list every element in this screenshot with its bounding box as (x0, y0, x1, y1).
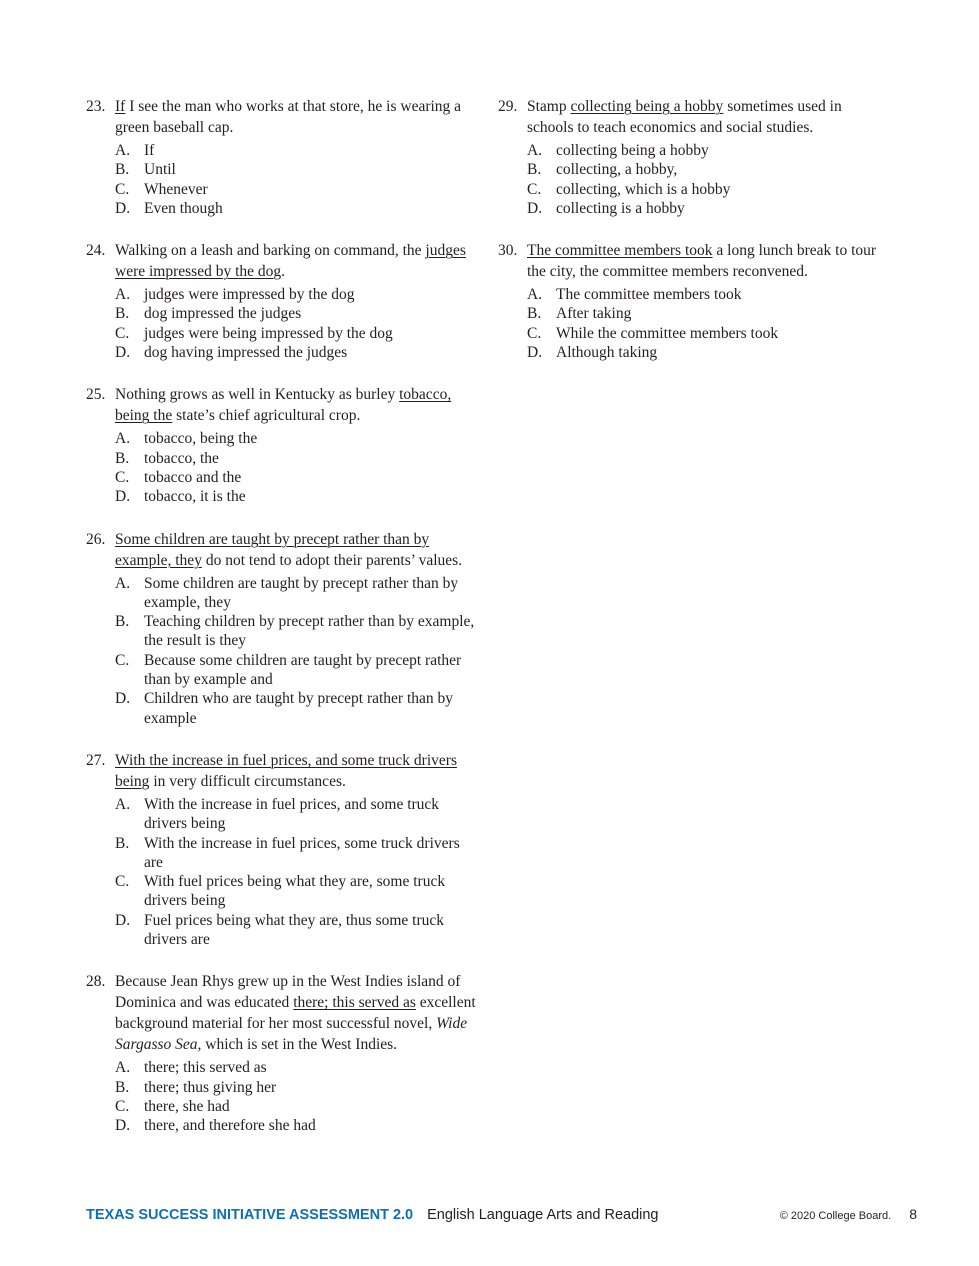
underlined-phrase: judges were impressed by the dog (115, 242, 466, 281)
stem-text (527, 240, 878, 282)
answer-option (115, 612, 482, 651)
stem-text (527, 96, 878, 138)
answer-option (115, 1058, 482, 1077)
option-text: Although taking (556, 344, 658, 362)
answer-option (115, 795, 482, 834)
answer-options (115, 795, 482, 949)
question-item (86, 384, 482, 506)
left-column (86, 96, 482, 1158)
answer-option (115, 160, 482, 179)
question-number: 30. (498, 242, 518, 260)
option-text: With the increase in fuel prices, and some truck drivers being (144, 795, 440, 833)
option-letter: D. (115, 690, 131, 708)
answer-option (527, 160, 878, 179)
option-text: dog having impressed the judges (144, 344, 348, 362)
answer-option (115, 834, 482, 873)
answer-option (115, 911, 482, 950)
option-text: Some children are taught by precept rather than by example, they (144, 574, 459, 611)
option-text: Teaching children by precept rather than by example, the result is they (144, 613, 475, 650)
question-stem (86, 529, 482, 571)
answer-option (527, 343, 878, 362)
question-item (498, 96, 878, 218)
option-text: After taking (556, 305, 632, 323)
stem-segment: excellent background material for her most successful novel, (115, 994, 476, 1033)
underlined-phrase: collecting being a hobby (570, 98, 724, 115)
footer-copyright: © 2020 College Board. (779, 1210, 892, 1222)
stem-segment: do not tend to adopt their parents’ values. (201, 551, 463, 569)
answer-option (527, 304, 878, 323)
option-letter: B. (115, 834, 130, 852)
answer-option (115, 574, 482, 613)
option-letter: A. (115, 142, 131, 159)
option-text: tobacco, being the (144, 430, 258, 448)
option-letter: D. (527, 199, 543, 217)
option-text: judges were being impressed by the dog (144, 324, 393, 342)
option-letter: C. (115, 1097, 130, 1115)
answer-option (115, 872, 482, 911)
option-letter: C. (115, 180, 130, 198)
option-letter: B. (115, 305, 130, 323)
answer-option (527, 199, 878, 218)
question-number: 29. (498, 98, 518, 115)
option-letter: B. (115, 449, 130, 467)
answer-options (527, 141, 878, 218)
answer-option (115, 468, 482, 487)
stem-segment: in very difficult circumstances. (149, 772, 346, 790)
right-column (498, 96, 878, 384)
option-text: The committee members took (556, 286, 742, 304)
question-item (86, 96, 482, 218)
option-letter: B. (527, 305, 542, 323)
stem-text (115, 529, 482, 571)
option-letter: A. (115, 1059, 131, 1077)
option-letter: C. (115, 873, 130, 891)
option-text: collecting being a hobby (556, 142, 709, 159)
page-footer (86, 1206, 917, 1226)
option-letter: A. (115, 430, 131, 448)
answer-options (115, 141, 482, 218)
option-text: While the committee members took (556, 324, 779, 342)
option-letter: C. (527, 324, 542, 342)
stem-segment: Stamp (527, 98, 571, 115)
option-letter: A. (115, 795, 131, 813)
answer-option (115, 304, 482, 323)
question-stem (86, 96, 482, 138)
stem-text (115, 384, 482, 426)
stem-segment: a long lunch break to tour the city, the committee members reconvened. (527, 242, 877, 281)
stem-segment: Nothing grows as well in Kentucky as burley (115, 386, 400, 404)
stem-segment: sometimes used in schools to teach economics and social studies. (527, 98, 842, 136)
answer-option (115, 180, 482, 199)
option-letter: A. (115, 574, 131, 592)
footer-brand: TEXAS SUCCESS INITIATIVE ASSESSMENT 2.0 (86, 1207, 414, 1223)
option-text: Children who are taught by precept rather than by example (144, 690, 454, 727)
answer-options (115, 574, 482, 728)
question-item (86, 971, 482, 1135)
answer-option (115, 1078, 482, 1097)
option-text: collecting, which is a hobby (556, 180, 731, 198)
option-letter: D. (115, 199, 131, 217)
option-text: tobacco, the (144, 449, 219, 467)
answer-option (527, 180, 878, 199)
stem-text (115, 971, 482, 1055)
option-text: there; this served as (144, 1059, 267, 1077)
option-text: collecting, a hobby, (556, 161, 678, 179)
option-letter: D. (115, 911, 131, 929)
question-item (86, 529, 482, 728)
option-text: With fuel prices being what they are, some truck drivers being (144, 873, 446, 910)
answer-options (115, 1058, 482, 1135)
option-text: collecting is a hobby (556, 199, 685, 217)
answer-option (527, 324, 878, 343)
answer-option (115, 199, 482, 218)
question-item (86, 240, 482, 362)
option-letter: C. (115, 468, 130, 486)
option-text: With the increase in fuel prices, some truck drivers are (144, 834, 460, 871)
option-letter: B. (115, 1078, 130, 1096)
answer-option (527, 141, 878, 160)
answer-options (115, 285, 482, 362)
answer-option (527, 285, 878, 304)
option-letter: B. (115, 613, 130, 631)
stem-segment: . (281, 263, 286, 281)
question-number: 25. (86, 386, 106, 404)
question-stem (498, 240, 878, 282)
question-stem (86, 971, 482, 1055)
option-text: dog impressed the judges (144, 305, 302, 323)
italic-title: Wide Sargasso Sea, (115, 1015, 468, 1054)
stem-segment: which is set in the West Indies. (201, 1036, 398, 1054)
question-number: 26. (86, 530, 106, 548)
answer-option (115, 343, 482, 362)
option-letter: B. (115, 161, 130, 179)
option-letter: A. (527, 286, 543, 304)
option-letter: D. (115, 1117, 131, 1135)
option-letter: A. (527, 142, 543, 159)
option-text: Even though (144, 199, 223, 217)
option-text: Fuel prices being what they are, thus some truck drivers are (144, 911, 445, 949)
answer-option (115, 141, 482, 160)
option-letter: A. (115, 286, 131, 304)
answer-option (115, 1116, 482, 1135)
question-item (86, 750, 482, 949)
underlined-phrase: there; this served as (293, 994, 416, 1012)
answer-option (115, 449, 482, 468)
answer-option (115, 689, 482, 728)
underlined-phrase: The committee members took (527, 242, 713, 260)
answer-option (115, 429, 482, 448)
option-text: judges were impressed by the dog (144, 286, 355, 304)
stem-text (115, 750, 482, 792)
answer-option (115, 651, 482, 690)
option-letter: D. (527, 344, 543, 362)
option-letter: B. (527, 161, 542, 179)
option-letter: D. (115, 488, 131, 506)
answer-option (115, 285, 482, 304)
stem-text (115, 240, 482, 282)
question-number: 24. (86, 242, 106, 260)
underlined-phrase: Some children are taught by precept rather than by example, they (115, 530, 430, 569)
stem-text (115, 96, 482, 138)
question-item (498, 240, 878, 362)
option-letter: C. (527, 180, 542, 198)
answer-options (527, 285, 878, 362)
question-stem (86, 384, 482, 426)
option-letter: C. (115, 324, 130, 342)
stem-segment: I see the man who works at that store, he is wearing a green baseball cap. (115, 98, 462, 136)
option-text: Whenever (144, 180, 208, 198)
question-number: 27. (86, 751, 106, 769)
option-letter: D. (115, 344, 131, 362)
option-text: there, and therefore she had (144, 1117, 316, 1135)
footer-page-number: 8 (909, 1206, 917, 1222)
footer-subject: English Language Arts and Reading (427, 1207, 659, 1223)
question-stem (498, 96, 878, 138)
answer-option (115, 487, 482, 506)
underlined-phrase: tobacco, being the (115, 386, 452, 425)
stem-segment: state’s chief agricultural crop. (172, 407, 361, 425)
option-text: If (144, 142, 155, 159)
option-letter: C. (115, 651, 130, 669)
option-text: tobacco, it is the (144, 488, 246, 506)
question-number: 28. (86, 973, 106, 991)
answer-option (115, 324, 482, 343)
question-stem (86, 240, 482, 282)
option-text: Until (144, 161, 176, 179)
answer-options (115, 429, 482, 506)
underlined-phrase: If (115, 98, 126, 115)
option-text: there, she had (144, 1097, 230, 1115)
question-stem (86, 750, 482, 792)
answer-option (115, 1097, 482, 1116)
option-text: there; thus giving her (144, 1078, 277, 1096)
option-text: tobacco and the (144, 468, 242, 486)
option-text: Because some children are taught by precept rather than by example and (144, 651, 462, 689)
stem-segment: Because Jean Rhys grew up in the West Indies island of Dominica and was educated (115, 973, 461, 1012)
stem-segment: Walking on a leash and barking on command, the (115, 242, 426, 260)
underlined-phrase: With the increase in fuel prices, and some truck drivers being (115, 751, 457, 790)
question-number: 23. (86, 98, 106, 115)
